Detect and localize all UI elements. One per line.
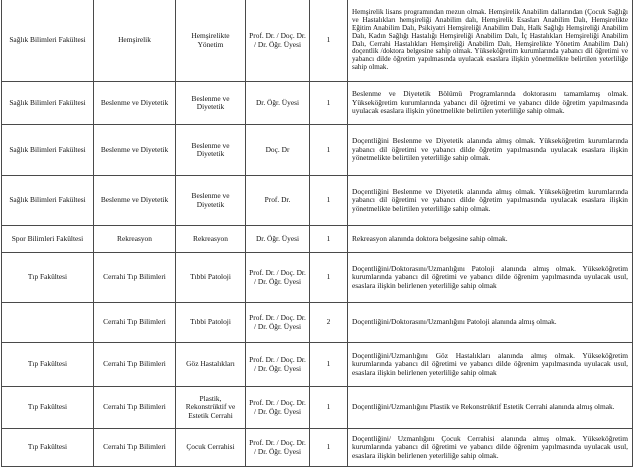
department-cell: Beslenme ve Diyetetik — [94, 176, 176, 226]
count-cell: 1 — [310, 226, 348, 253]
division-cell: Beslenme ve Diyetetik — [176, 176, 246, 226]
requirement-cell: Doçentliğini/ Uzmanlığını Çocuk Cerrahisi alanında almış olmak. Yükseköğretim kurumlarında yabancı dil öğretimi ve yabancı dilde öğrenim yapılmasında uyulacak usul, esaslara ilişkin belirlenen yeterliliğe sahip olmak. — [348, 429, 633, 467]
table-row — [2, 343, 633, 387]
division-cell: Beslenme ve Diyetetik — [176, 82, 246, 125]
requirement-cell: Rekreasyon alanında doktora belgesine sahip olmak. — [348, 226, 633, 253]
count-cell: 1 — [310, 343, 348, 387]
requirement-cell: Doçentliğini/Uzmanlığını Plastik ve Rekonstrüktif Estetik Cerrahi alanında almış olmak. — [348, 387, 633, 429]
count-cell: 1 — [310, 253, 348, 303]
title-cell: Prof. Dr. / Doç. Dr. / Dr. Öğr. Üyesi — [246, 343, 310, 387]
department-cell: Cerrahi Tıp Bilimleri — [94, 387, 176, 429]
count-cell: 2 — [310, 303, 348, 343]
requirement-cell: Doçentliğini/Doktorasını/Uzmanlığını Patoloji alanında almış olmak. Yükseköğretim kurumlarında yabancı dil öğretimi ve yabancı dilde öğrenim yapılmasında uyulacak usul, esaslara ilişkin belirlenen yeterliliğe sahip olmak — [348, 253, 633, 303]
count-cell: 1 — [310, 387, 348, 429]
count-cell: 1 — [310, 176, 348, 226]
division-cell: Hemşirelikte Yönetim — [176, 0, 246, 82]
faculty-cell: Tıp Fakültesi — [2, 253, 94, 303]
faculty-cell: Sağlık Bilimleri Fakültesi — [2, 125, 94, 176]
department-cell: Beslenme ve Diyetetik — [94, 82, 176, 125]
faculty-cell: Sağlık Bilimleri Fakültesi — [2, 0, 94, 82]
title-cell: Prof. Dr. / Doç. Dr. / Dr. Öğr. Üyesi — [246, 0, 310, 82]
title-cell: Prof. Dr. — [246, 176, 310, 226]
title-cell: Dr. Öğr. Üyesi — [246, 226, 310, 253]
table-row — [2, 253, 633, 303]
department-cell: Cerrahi Tıp Bilimleri — [94, 253, 176, 303]
requirement-cell: Doçentliğini Beslenme ve Diyetetik alanında almış olmak. Yükseköğretim kurumlarında yabancı dil öğretimi ve yabancı dilde öğretim yapılmasında uyulacak esaslara ilişkin yönetmelikte belirtilen yeterliliğe sahip olmak. — [348, 176, 633, 226]
requirement-cell: Beslenme ve Diyetetik Bölümü Programlarında doktorasını tamamlamış olmak. Yükseköğretim kurumlarında yabancı dil öğretimi ve yabancı dilde öğretim yapılmasında uyulacak esaslara ilişkin yönetmelikte belirtilen yeterliliğe sahip olmak. — [348, 82, 633, 125]
faculty-cell: Sağlık Bilimleri Fakültesi — [2, 82, 94, 125]
division-cell: Plastik, Rekonstrüktif ve Estetik Cerrahi — [176, 387, 246, 429]
table-row — [2, 82, 633, 125]
faculty-positions-table — [1, 0, 633, 467]
division-cell: Beslenme ve Diyetetik — [176, 125, 246, 176]
count-cell: 1 — [310, 125, 348, 176]
division-cell: Tıbbi Patoloji — [176, 303, 246, 343]
faculty-cell: Tıp Fakültesi — [2, 387, 94, 429]
faculty-cell — [2, 303, 94, 343]
requirement-cell: Doçentliğini Beslenme ve Diyetetik alanında almış olmak. Yükseköğretim kurumlarında yabancı dil öğretimi ve yabancı dilde öğretim yapılmasında uyulacak esaslara ilişkin yönetmelikte belirtilen yeterliliğe sahip olmak. — [348, 125, 633, 176]
division-cell: Tıbbi Patoloji — [176, 253, 246, 303]
faculty-cell: Tıp Fakültesi — [2, 343, 94, 387]
department-cell: Beslenme ve Diyetetik — [94, 125, 176, 176]
requirement-cell: Doçentliğini/Uzmanlığını Göz Hastalıkları alanında almış olmak. Yükseköğretim kurumlarında yabancı dil öğretimi ve yabancı dilde öğrenim yapılmasında uyulacak usul, esaslara ilişkin belirlenen yeterliliğe sahip olmak — [348, 343, 633, 387]
table-row — [2, 176, 633, 226]
department-cell: Cerrahi Tıp Bilimleri — [94, 303, 176, 343]
title-cell: Prof. Dr. / Doç. Dr. / Dr. Öğr. Üyesi — [246, 253, 310, 303]
faculty-cell: Tıp Fakültesi — [2, 429, 94, 467]
title-cell: Dr. Öğr. Üyesi — [246, 82, 310, 125]
division-cell: Göz Hastalıkları — [176, 343, 246, 387]
count-cell: 1 — [310, 82, 348, 125]
table-row — [2, 429, 633, 467]
table-row — [2, 387, 633, 429]
faculty-cell: Sağlık Bilimleri Fakültesi — [2, 176, 94, 226]
count-cell: 1 — [310, 429, 348, 467]
title-cell: Doç. Dr — [246, 125, 310, 176]
title-cell: Prof. Dr. / Doç. Dr. / Dr. Öğr. Üyesi — [246, 387, 310, 429]
count-cell: 1 — [310, 0, 348, 82]
table-row — [2, 303, 633, 343]
division-cell: Rekreasyon — [176, 226, 246, 253]
table-row — [2, 125, 633, 176]
department-cell: Rekreasyon — [94, 226, 176, 253]
table-row — [2, 226, 633, 253]
title-cell: Prof. Dr. / Doç. Dr. / Dr. Öğr. Üyesi — [246, 303, 310, 343]
faculty-cell: Spor Bilimleri Fakültesi — [2, 226, 94, 253]
department-cell: Cerrahi Tıp Bilimleri — [94, 429, 176, 467]
requirement-cell: Doçentliğini/Doktorasını/Uzmanlığını Patoloji alanında almış olmak. — [348, 303, 633, 343]
title-cell: Prof. Dr. / Doç. Dr. / Dr. Öğr. Üyesi — [246, 429, 310, 467]
requirement-cell: Hemşirelik lisans programından mezun olmak. Hemşirelik Anabilim dallarından (Çocuk Sağlığı ve Hastalıkları hemşireliği Anabilim dalı, Hemşirelik Esasları Anabilim Dalı, Hemşirelikte Eğitim Anabilim Dalı, Psikiyatri Hemşireliği Anabilim Dalı, Halk Sağlığı Hemşireliği Anabilim Dalı, Kadın Sağlığı Hastalığı Hemşireliği Anabilim Dalı, İç Hastalıkları Hemşireliği Anabilim Dalı, Cerrahi Hastalıkları Hemşireliği Anabilim Dalı, Hemşirelikte Yönetim Anabilim Dalı) doçentlik /doktora belgesine sahip olmak. Yükseköğretim kurumlarında yabancı dil öğretimi ve yabancı dilde öğretim yapılmasında uyulacak esaslara ilişkin yönetmelikte belirtilen yeterliliğe sahip olmak. — [348, 0, 633, 82]
department-cell: Cerrahi Tıp Bilimleri — [94, 343, 176, 387]
table-row — [2, 0, 633, 82]
division-cell: Çocuk Cerrahisi — [176, 429, 246, 467]
department-cell: Hemşirelik — [94, 0, 176, 82]
